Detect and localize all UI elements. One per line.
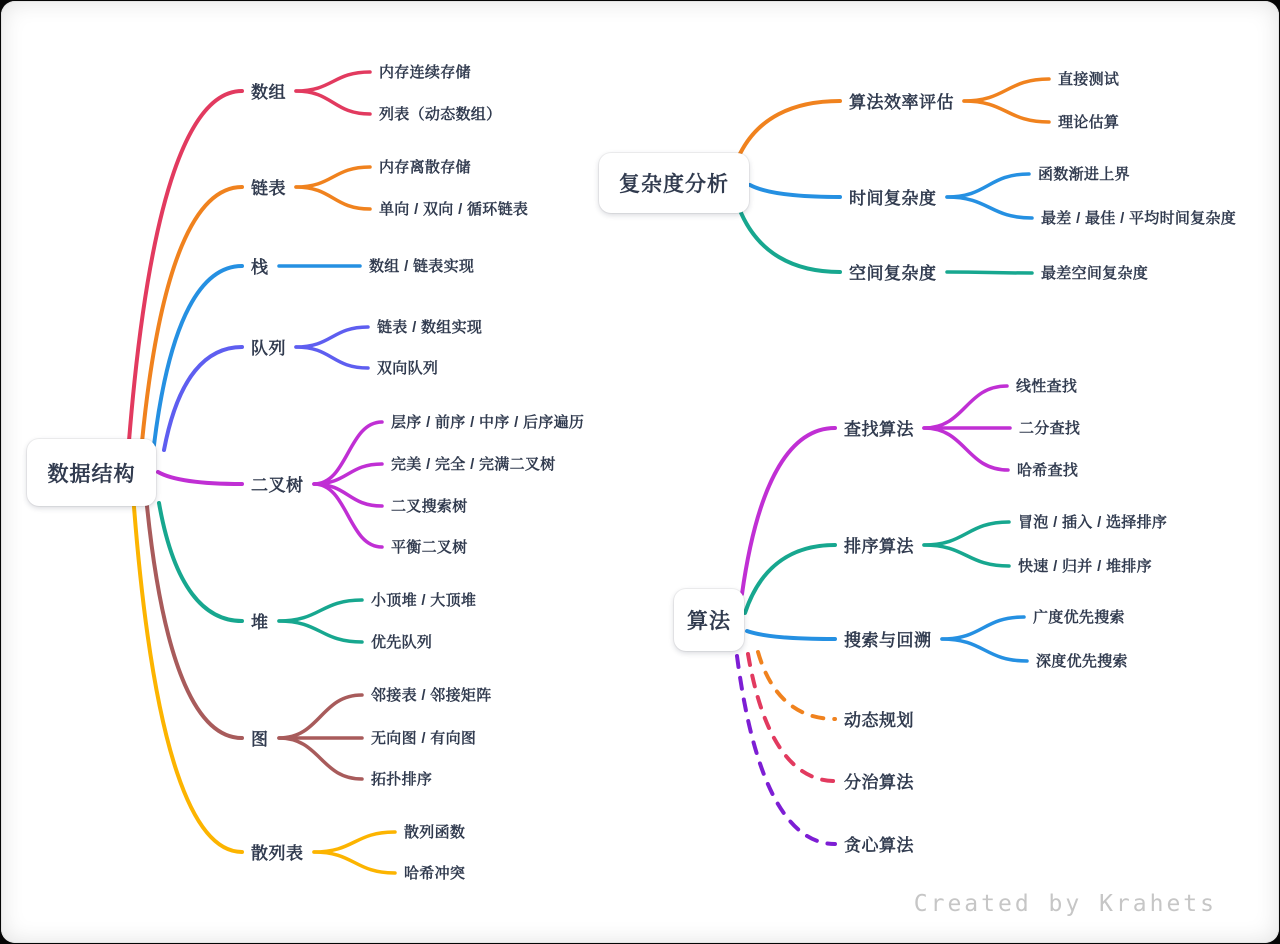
watermark: Created by Krahets xyxy=(913,891,1217,917)
leaf-graph-2[interactable]: 无向图 / 有向图 xyxy=(371,730,477,748)
leaf-time-complexity-1[interactable]: 函数渐进上界 xyxy=(1038,166,1130,184)
branch-space-complexity[interactable]: 空间复杂度 xyxy=(849,264,937,283)
leaf-search-backtracking-2[interactable]: 深度优先搜索 xyxy=(1036,653,1128,671)
leaf-linked-list-2[interactable]: 单向 / 双向 / 循环链表 xyxy=(379,201,529,219)
root-complexity-analysis[interactable]: 复杂度分析 xyxy=(599,153,749,213)
root-algorithms[interactable]: 算法 xyxy=(674,589,744,651)
branch-greedy[interactable]: 贪心算法 xyxy=(844,836,914,855)
leaf-hash-table-2[interactable]: 哈希冲突 xyxy=(404,865,466,883)
leaf-linked-list-1[interactable]: 内存离散存储 xyxy=(379,159,471,177)
leaf-array-1[interactable]: 内存连续存储 xyxy=(379,64,471,82)
leaf-queue-2[interactable]: 双向队列 xyxy=(377,360,439,378)
leaf-binary-tree-3[interactable]: 二叉搜索树 xyxy=(391,498,468,516)
branch-queue[interactable]: 队列 xyxy=(251,339,286,358)
leaf-searching-2[interactable]: 二分查找 xyxy=(1019,420,1081,438)
leaf-heap-2[interactable]: 优先队列 xyxy=(371,634,433,652)
branch-array[interactable]: 数组 xyxy=(251,83,286,102)
branch-divide-and-conquer[interactable]: 分治算法 xyxy=(844,773,914,792)
leaf-efficiency-evaluation-1[interactable]: 直接测试 xyxy=(1058,71,1120,89)
nodes-layer xyxy=(1,1,1279,943)
branch-binary-tree[interactable]: 二叉树 xyxy=(251,476,304,495)
leaf-graph-1[interactable]: 邻接表 / 邻接矩阵 xyxy=(371,687,492,705)
branch-search-backtracking[interactable]: 搜索与回溯 xyxy=(844,631,932,650)
leaf-sorting-1[interactable]: 冒泡 / 插入 / 选择排序 xyxy=(1018,514,1168,532)
leaf-searching-3[interactable]: 哈希查找 xyxy=(1017,462,1079,480)
branch-graph[interactable]: 图 xyxy=(251,730,269,749)
branch-hash-table[interactable]: 散列表 xyxy=(251,844,304,863)
branch-sorting[interactable]: 排序算法 xyxy=(844,537,914,556)
branch-linked-list[interactable]: 链表 xyxy=(251,179,286,198)
leaf-hash-table-1[interactable]: 散列函数 xyxy=(404,824,466,842)
mindmap-canvas xyxy=(1,1,1279,943)
leaf-queue-1[interactable]: 链表 / 数组实现 xyxy=(377,319,483,337)
leaf-time-complexity-2[interactable]: 最差 / 最佳 / 平均时间复杂度 xyxy=(1041,210,1237,228)
leaf-heap-1[interactable]: 小顶堆 / 大顶堆 xyxy=(371,592,477,610)
branch-dynamic-programming[interactable]: 动态规划 xyxy=(844,711,914,730)
leaf-binary-tree-1[interactable]: 层序 / 前序 / 中序 / 后序遍历 xyxy=(391,414,585,432)
leaf-space-complexity-1[interactable]: 最差空间复杂度 xyxy=(1041,265,1149,283)
leaf-sorting-2[interactable]: 快速 / 归并 / 堆排序 xyxy=(1018,558,1152,576)
branch-time-complexity[interactable]: 时间复杂度 xyxy=(849,189,937,208)
leaf-binary-tree-4[interactable]: 平衡二叉树 xyxy=(391,539,468,557)
leaf-stack-1[interactable]: 数组 / 链表实现 xyxy=(369,258,475,276)
leaf-graph-3[interactable]: 拓扑排序 xyxy=(371,771,433,789)
leaf-search-backtracking-1[interactable]: 广度优先搜索 xyxy=(1033,609,1125,627)
branch-searching[interactable]: 查找算法 xyxy=(844,420,914,439)
leaf-efficiency-evaluation-2[interactable]: 理论估算 xyxy=(1058,114,1120,132)
leaf-searching-1[interactable]: 线性查找 xyxy=(1016,378,1078,396)
branch-stack[interactable]: 栈 xyxy=(251,258,269,277)
leaf-array-2[interactable]: 列表（动态数组） xyxy=(379,106,502,124)
leaf-binary-tree-2[interactable]: 完美 / 完全 / 完满二叉树 xyxy=(391,456,556,474)
root-data-structures[interactable]: 数据结构 xyxy=(27,439,156,506)
branch-heap[interactable]: 堆 xyxy=(251,613,269,632)
branch-efficiency-evaluation[interactable]: 算法效率评估 xyxy=(849,93,954,112)
